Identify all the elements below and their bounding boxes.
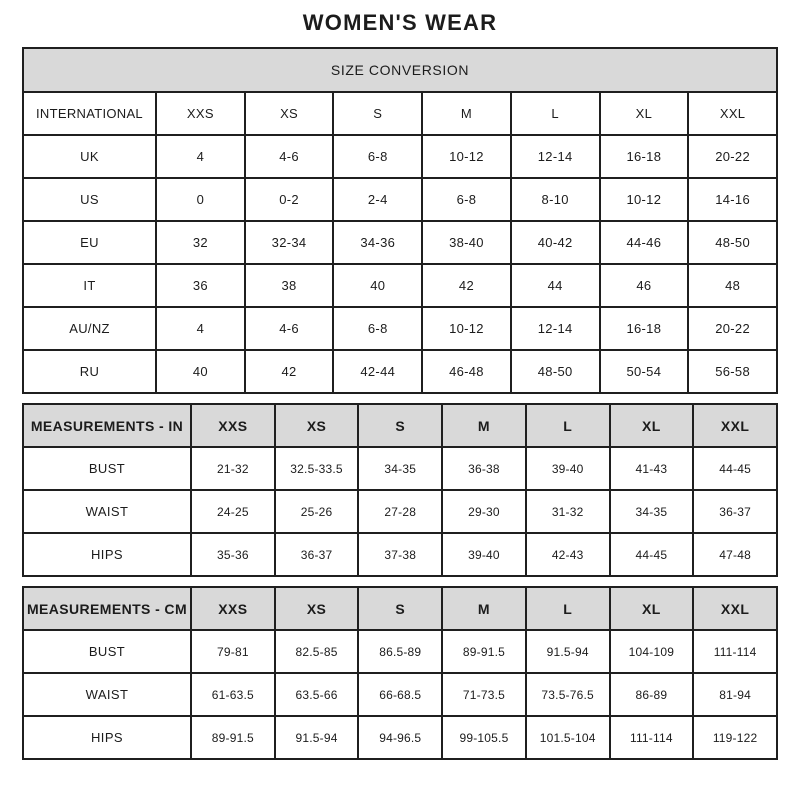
value-cell: 36-38 [442,447,526,490]
value-cell: 4 [156,307,245,350]
value-cell: 4 [156,135,245,178]
value-cell: 34-36 [333,221,422,264]
value-cell: XXL [688,92,777,135]
page-title: WOMEN'S WEAR [302,10,498,35]
row-label: IT [23,264,156,307]
value-cell: 31-32 [526,490,610,533]
value-cell: 48-50 [688,221,777,264]
table-row [23,533,777,576]
value-cell: 4-6 [245,307,334,350]
table-row [23,490,777,533]
value-cell: 99-105.5 [442,716,526,759]
table-title: MEASUREMENTS - IN [23,404,191,447]
value-cell: 111-114 [610,716,694,759]
value-cell: 111-114 [693,630,777,673]
row-label: EU [23,221,156,264]
size-column-header: L [526,404,610,447]
value-cell: 50-54 [600,350,689,393]
value-cell: 0 [156,178,245,221]
table-row [23,307,777,350]
row-label: INTERNATIONAL [23,92,156,135]
value-cell: 35-36 [191,533,275,576]
table-title: MEASUREMENTS - CM [23,587,191,630]
value-cell: 38-40 [422,221,511,264]
size-column-header: XXL [693,587,777,630]
value-cell: 16-18 [600,135,689,178]
value-cell: 101.5-104 [526,716,610,759]
value-cell: 6-8 [333,307,422,350]
value-cell: 27-28 [358,490,442,533]
value-cell: 89-91.5 [191,716,275,759]
size-column-header: XL [610,404,694,447]
row-label: BUST [23,447,191,490]
table-row [23,350,777,393]
value-cell: 32.5-33.5 [275,447,359,490]
value-cell: XL [600,92,689,135]
value-cell: 61-63.5 [191,673,275,716]
value-cell: 24-25 [191,490,275,533]
value-cell: 12-14 [511,135,600,178]
value-cell: 73.5-76.5 [526,673,610,716]
value-cell: 82.5-85 [275,630,359,673]
row-label: WAIST [23,673,191,716]
value-cell: 21-32 [191,447,275,490]
value-cell: 6-8 [422,178,511,221]
size-column-header: XXS [191,587,275,630]
table-row [23,673,777,716]
size-column-header: S [358,404,442,447]
value-cell: XXS [156,92,245,135]
value-cell: 40-42 [511,221,600,264]
value-cell: 81-94 [693,673,777,716]
size-column-header: M [442,404,526,447]
size-conversion-header-row [23,48,777,92]
value-cell: 6-8 [333,135,422,178]
value-cell: 94-96.5 [358,716,442,759]
row-label: US [23,178,156,221]
size-column-header: XXS [191,404,275,447]
value-cell: 48-50 [511,350,600,393]
value-cell: 29-30 [442,490,526,533]
value-cell: 44-45 [610,533,694,576]
value-cell: 36-37 [693,490,777,533]
size-column-header: XS [275,404,359,447]
value-cell: 32-34 [245,221,334,264]
value-cell: 86-89 [610,673,694,716]
value-cell: L [511,92,600,135]
value-cell: 41-43 [610,447,694,490]
value-cell: 2-4 [333,178,422,221]
table-row [23,716,777,759]
value-cell: 42-44 [333,350,422,393]
size-column-header: XS [275,587,359,630]
value-cell: 44-46 [600,221,689,264]
value-cell: 4-6 [245,135,334,178]
value-cell: 32 [156,221,245,264]
value-cell: 79-81 [191,630,275,673]
value-cell: M [422,92,511,135]
value-cell: 91.5-94 [275,716,359,759]
row-label: UK [23,135,156,178]
value-cell: 47-48 [693,533,777,576]
value-cell: 10-12 [422,135,511,178]
size-conversion-header: SIZE CONVERSION [23,48,777,92]
measurements-in-header-row [23,404,777,447]
value-cell: 71-73.5 [442,673,526,716]
value-cell: 34-35 [610,490,694,533]
value-cell: 38 [245,264,334,307]
value-cell: 42 [422,264,511,307]
value-cell: 119-122 [693,716,777,759]
value-cell: XS [245,92,334,135]
measurements-cm-table [22,586,778,760]
table-row [23,221,777,264]
table-row [23,447,777,490]
value-cell: 40 [156,350,245,393]
value-cell: 8-10 [511,178,600,221]
value-cell: 91.5-94 [526,630,610,673]
value-cell: 10-12 [600,178,689,221]
row-label: BUST [23,630,191,673]
value-cell: 20-22 [688,307,777,350]
value-cell: 14-16 [688,178,777,221]
value-cell: 39-40 [442,533,526,576]
table-row [23,92,777,135]
row-label: AU/NZ [23,307,156,350]
value-cell: 89-91.5 [442,630,526,673]
value-cell: S [333,92,422,135]
value-cell: 56-58 [688,350,777,393]
value-cell: 25-26 [275,490,359,533]
value-cell: 39-40 [526,447,610,490]
value-cell: 42 [245,350,334,393]
value-cell: 63.5-66 [275,673,359,716]
table-row [23,135,777,178]
size-conversion-table [22,47,778,394]
value-cell: 66-68.5 [358,673,442,716]
row-label: RU [23,350,156,393]
value-cell: 44-45 [693,447,777,490]
value-cell: 12-14 [511,307,600,350]
size-column-header: L [526,587,610,630]
table-row [23,178,777,221]
value-cell: 16-18 [600,307,689,350]
value-cell: 37-38 [358,533,442,576]
value-cell: 48 [688,264,777,307]
measurements-cm-header-row [23,587,777,630]
value-cell: 46-48 [422,350,511,393]
value-cell: 40 [333,264,422,307]
value-cell: 86.5-89 [358,630,442,673]
value-cell: 10-12 [422,307,511,350]
row-label: WAIST [23,490,191,533]
value-cell: 20-22 [688,135,777,178]
table-row [23,630,777,673]
value-cell: 0-2 [245,178,334,221]
row-label: HIPS [23,716,191,759]
measurements-in-table [22,403,778,577]
size-column-header: S [358,587,442,630]
size-column-header: M [442,587,526,630]
value-cell: 104-109 [610,630,694,673]
value-cell: 34-35 [358,447,442,490]
row-label: HIPS [23,533,191,576]
value-cell: 36-37 [275,533,359,576]
value-cell: 44 [511,264,600,307]
value-cell: 42-43 [526,533,610,576]
table-row [23,264,777,307]
value-cell: 46 [600,264,689,307]
size-column-header: XXL [693,404,777,447]
size-column-header: XL [610,587,694,630]
value-cell: 36 [156,264,245,307]
